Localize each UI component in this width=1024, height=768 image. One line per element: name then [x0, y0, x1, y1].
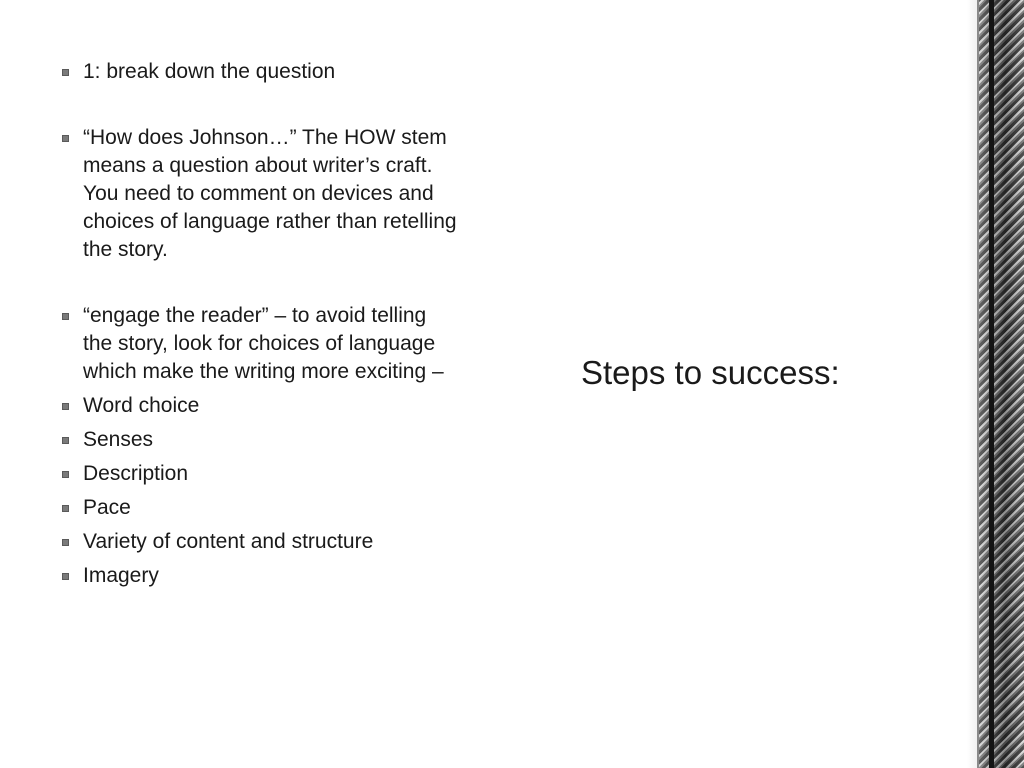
- list-item: [60, 460, 460, 488]
- list-item: [60, 426, 460, 454]
- square-bullet-icon: [62, 471, 69, 478]
- edge-gap: [967, 0, 977, 768]
- bullet-list: [60, 58, 460, 590]
- square-bullet-icon: [62, 539, 69, 546]
- list-item: [60, 528, 460, 556]
- square-bullet-icon: [62, 573, 69, 580]
- square-bullet-icon: [62, 69, 69, 76]
- list-item: [60, 58, 460, 86]
- slide-title: Steps to success:: [581, 354, 840, 391]
- square-bullet-icon: [62, 313, 69, 320]
- list-item: [60, 302, 460, 386]
- bullet-text: Imagery: [83, 564, 159, 587]
- decorative-edge-line-thick: [989, 0, 994, 768]
- bullet-text: Pace: [83, 496, 131, 519]
- square-bullet-icon: [62, 403, 69, 410]
- decorative-edge-shade: [977, 0, 1024, 768]
- square-bullet-icon: [62, 505, 69, 512]
- list-item: [60, 392, 460, 420]
- bullet-content: [60, 58, 460, 596]
- bullet-text: “How does Johnson…” The HOW stem means a question about writer’s craft. You need to comment on devices and choices of language rather than retelling the story.: [83, 126, 457, 261]
- bullet-text: “engage the reader” – to avoid telling the story, look for choices of language which make the writing more exciting –: [83, 304, 444, 383]
- list-item: [60, 124, 460, 264]
- list-item: [60, 494, 460, 522]
- bullet-text: Senses: [83, 428, 154, 451]
- decorative-edge-line-thin: [977, 0, 979, 768]
- bullet-text: Variety of content and structure: [83, 530, 374, 553]
- square-bullet-icon: [62, 437, 69, 444]
- list-item: [60, 562, 460, 590]
- bullet-text: 1: break down the question: [83, 60, 336, 83]
- bullet-text: Description: [83, 462, 189, 485]
- square-bullet-icon: [62, 135, 69, 142]
- bullet-text: Word choice: [83, 394, 200, 417]
